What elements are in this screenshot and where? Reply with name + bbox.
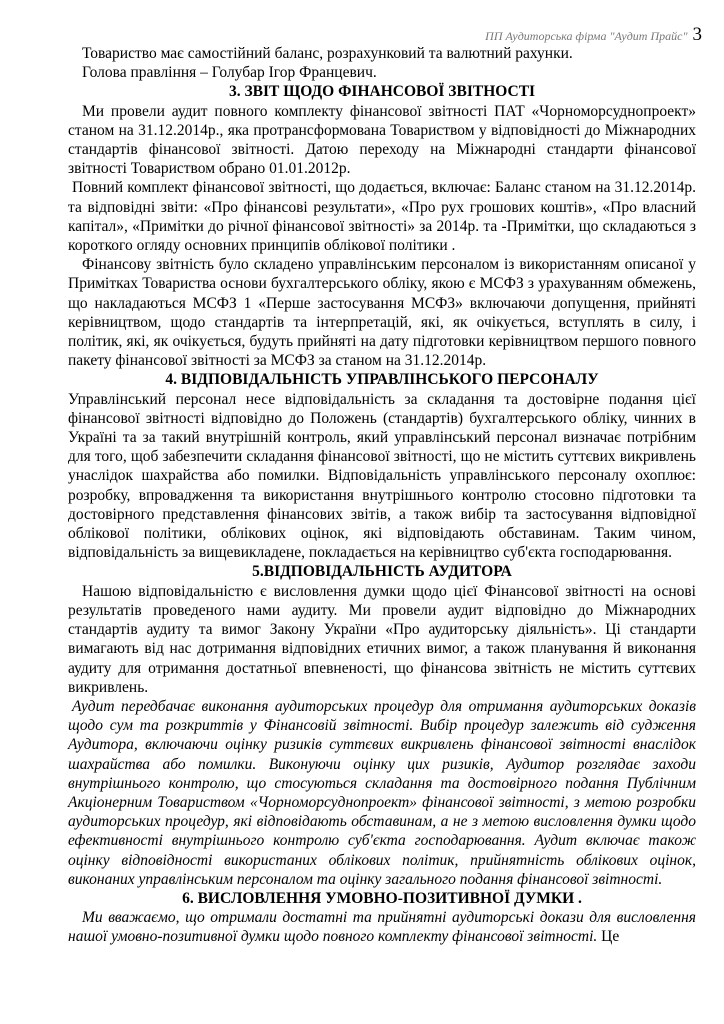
section-5-paragraph-1: Нашою відповідальністю є висловлення думки щодо цієї Фінансової звітності на основі результатів проведеного нами аудиту. Ми провели аудит відповідно до Міжнародних стандартів аудиту та вимог Закону України «Про аудиторську діяльність». Ці стандарти вимагають від нас дотримання відповідних етичних вимог, а також планування й виконання аудиту для отримання достатньої впевненості, що фінансова звітність не містить суттєвих викривлень. [68,582,696,696]
document-body [68,44,696,947]
section-5-title: 5.ВІДПОВІДАЛЬНІСТЬ АУДИТОРА [252,563,512,581]
section-6-opinion-italic: Ми вважаємо, що отримали достатні та прийнятні аудиторські докази для висловлення нашої умовно-позитивної думки щодо повного комплекту фінансової звітності. [68,909,696,946]
section-6-paragraph-1 [68,908,696,946]
intro-line-chairman: Голова правління – Голубар Ігор Францевич. [82,64,377,82]
section-6-continuation: Це [597,928,620,946]
header-firm-name: ПП Аудиторська фірма "Аудит Прайс" [485,29,688,43]
section-4-paragraph-1: Управлінський персонал несе відповідальність за складання та достовірне подання цієї фінансової звітності відповідно до Положень (стандартів) бухгалтерського обліку, чинних в Україні та за такий внутрішній контроль, який управлінський персонал визначає потрібним для того, щоб забезпечити складання фінансової звітності, що не містить суттєвих викривлень унаслідок шахрайства або помилки. Відповідальність управлінського персоналу охоплює: розробку, впровадження та використання внутрішнього контролю стосовно підготовки та достовірного представлення фінансових звітів, а також вибір та застосування відповідної облікової політики, облікових оцінок, які відповідають обставинам. Таким чином, відповідальність за вищевикладене, покладається на керівництво суб'єкта господарювання. [68,390,696,562]
section-5-paragraph-2-italic: Аудит передбачає виконання аудиторських процедур для отримання аудиторських доказів щодо сум та розкриттів у Фінансовій звітності. Вибір процедур залежить від судження Аудитора, включаючи оцінку ризиків суттєвих викривлень фінансової звітності внаслідок шахрайства або помилки. Виконуючи оцінку цих ризиків, Аудитор розглядає заходи внутрішнього контролю, що стосуються складання та достовірного подання Публічним Акціонерним Товариством «Чорноморсуднопроект» фінансової звітності, з метою розробки аудиторських процедур, які відповідають обставинам, а не з метою висловлення думки щодо ефективності внутрішнього контролю суб'єкта господарювання. Аудит включає також оцінку відповідності використаних облікових політик, прийнятність облікових оцінок, виконаних управлінським персоналом та оцінку загального подання фінансової звітності. [68,697,696,888]
page-number: 3 [692,24,702,45]
section-3-title: 3. ЗВІТ ЩОДО ФІНАНСОВОЇ ЗВІТНОСТІ [228,83,536,101]
page-header [485,24,702,46]
section-4-title: 4. ВІДПОВІДАЛЬНІСТЬ УПРАВЛІНСЬКОГО ПЕРСОНАЛУ [165,371,599,389]
section-3-paragraph-2: Повний комплект фінансової звітності, що додається, включає: Баланс станом на 31.12.2014р. та відповідні звіти: «Про фінансові результати», «Про рух грошових коштів», «Про власний капітал», «Примітки до річної фінансової звітності» за 2014р. та -Примітки, що складаються з короткого огляду основних принципів облікової політики . [68,179,696,255]
section-6-title: 6. ВИСЛОВЛЕННЯ УМОВНО-ПОЗИТИВНОЇ ДУМКИ . [182,889,582,907]
section-3-paragraph-1: Ми провели аудит повного комплекту фінансової звітності ПАТ «Чорноморсуднопроект» станом на 31.12.2014р., яка протрансформована Товариством у відповідності до Міжнародних стандартів фінансової звітності. Датою переходу на Міжнародні стандарти фінансової звітності Товариством обрано 01.01.2012р. [68,102,696,178]
intro-line-balance: Товариство має самостійний баланс, розрахунковий та валютний рахунки. [82,45,573,62]
section-3-paragraph-3: Фінансову звітність було складено управлінським персоналом із використанням описаної у Примітках Товариства основи бухгалтерського обліку, якою є МСФЗ з урахуванням обмежень, що накладаються МСФЗ 1 «Перше застосування МСФЗ» включаючи допущення, прийняті керівництвом, щодо стандартів та інтерпретацій, які, як очікується, вступлять в силу, і політик, які, як очікується, будуть прийняті на дату підготовки керівництвом першого повного пакету фінансової звітності за МСФЗ за станом на 31.12.2014р. [68,256,696,370]
